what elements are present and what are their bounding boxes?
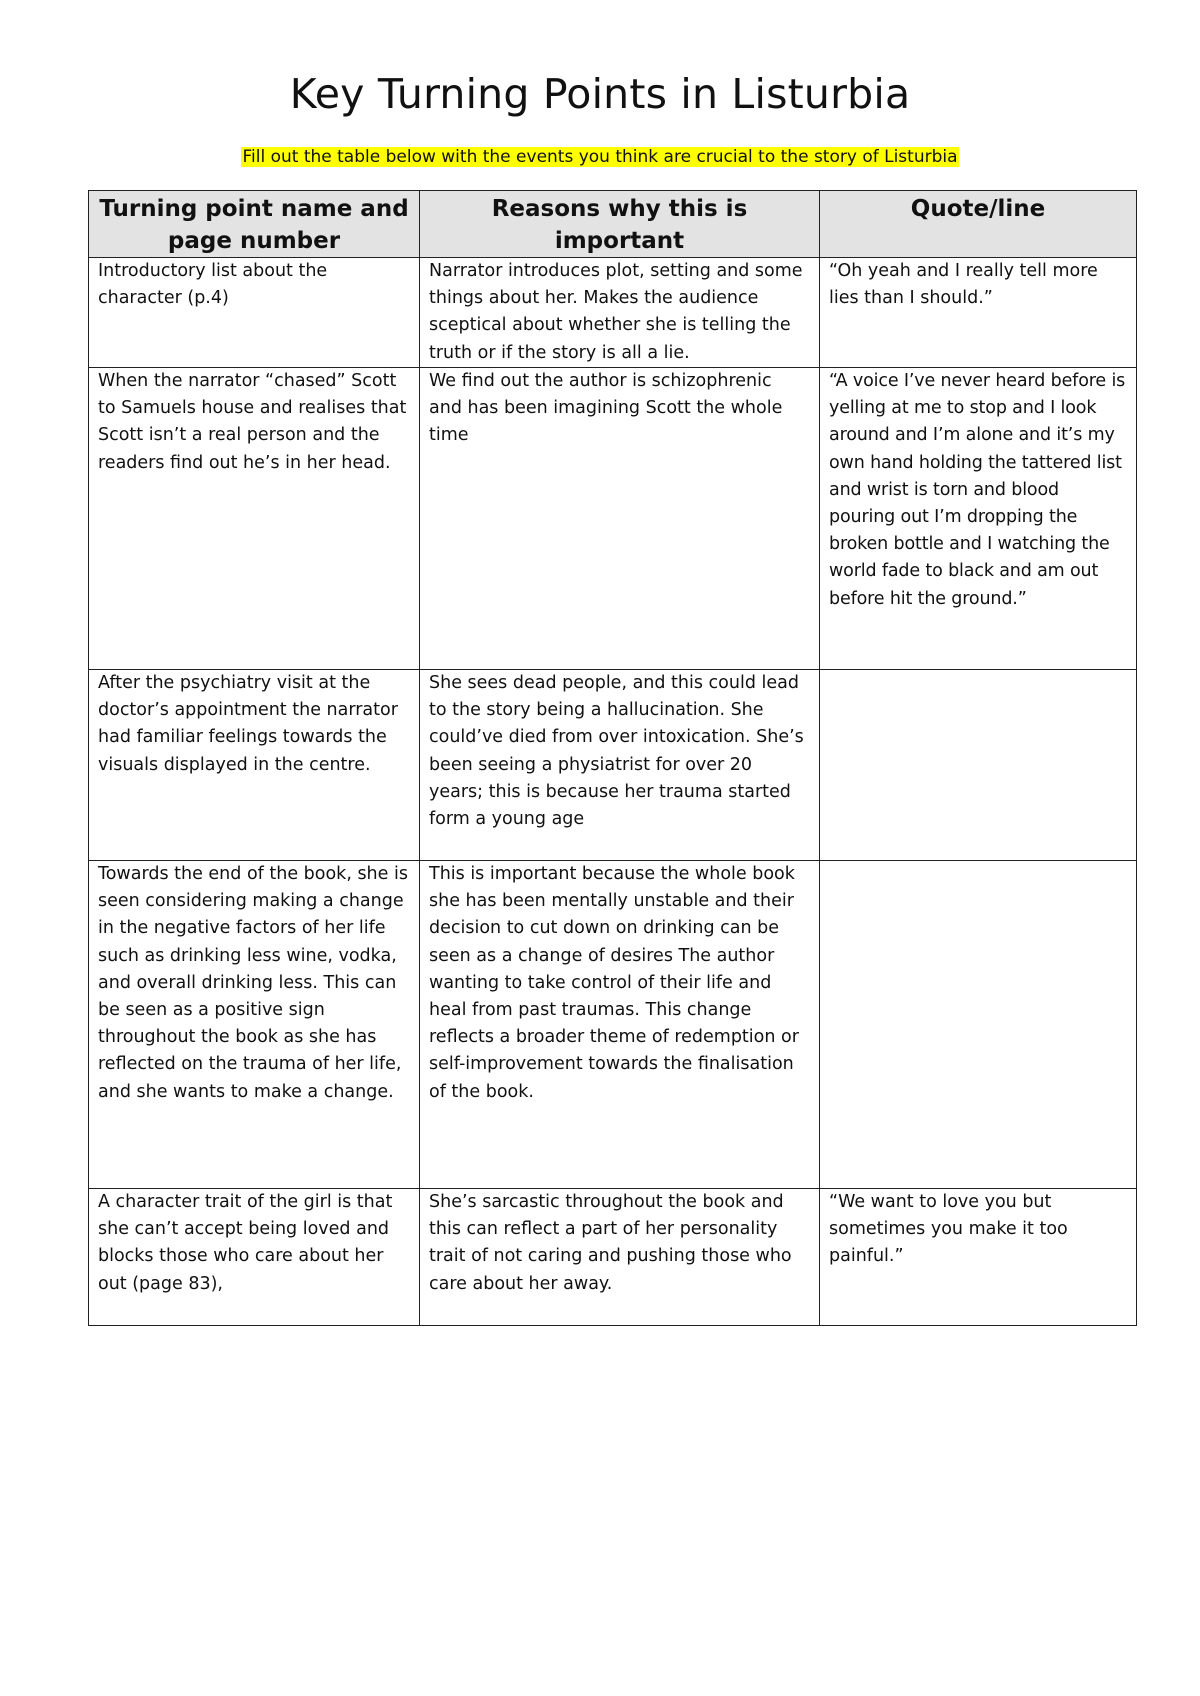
quote-cell: “We want to love you but sometimes you make it too painful.” — [820, 1189, 1137, 1326]
table-row — [89, 1189, 1137, 1326]
reason-cell: She sees dead people, and this could lead to the story being a hallucination. She could’ve died from over intoxication. She’s been seeing a physiatrist for over 20 years; this is because her trauma started form a young age — [420, 670, 820, 861]
quote-cell: “Oh yeah and I really tell more lies than I should.” — [820, 258, 1137, 368]
reason-cell: She’s sarcastic throughout the book and this can reflect a part of her personality trait of not caring and pushing those who care about her away. — [420, 1189, 820, 1326]
reason-cell: This is important because the whole book she has been mentally unstable and their decision to cut down on drinking can be seen as a change of desires The author wanting to take control of their life and heal from past traumas. This change reflects a broader theme of redemption or self-improvement towards the finalisation of the book. — [420, 861, 820, 1189]
table-header-row — [89, 191, 1137, 258]
instruction-text: Fill out the table below with the events you think are crucial to the story of Listurbia — [242, 147, 958, 167]
table-row — [89, 258, 1137, 368]
header-quote: Quote/line — [820, 191, 1137, 258]
turning-point-cell: A character trait of the girl is that she can’t accept being loved and blocks those who care about her out (page 83), — [89, 1189, 420, 1326]
reason-cell: Narrator introduces plot, setting and some things about her. Makes the audience sceptical about whether she is telling the truth or if the story is all a lie. — [420, 258, 820, 368]
quote-cell — [820, 861, 1137, 1189]
header-turning-point: Turning point name and page number — [89, 191, 420, 258]
instruction-line — [0, 146, 1200, 168]
quote-cell: “A voice I’ve never heard before is yelling at me to stop and I look around and I’m alone and it’s my own hand holding the tattered list and wrist is torn and blood pouring out I’m dropping the broken bottle and I watching the world fade to black and am out before hit the ground.” — [820, 368, 1137, 670]
turning-point-cell: After the psychiatry visit at the doctor’s appointment the narrator had familiar feelings towards the visuals displayed in the centre. — [89, 670, 420, 861]
reason-cell: We find out the author is schizophrenic and has been imagining Scott the whole time — [420, 368, 820, 670]
turning-point-cell: Towards the end of the book, she is seen considering making a change in the negative factors of her life such as drinking less wine, vodka, and overall drinking less. This can be seen as a positive sign throughout the book as she has reflected on the trauma of her life, and she wants to make a change. — [89, 861, 420, 1189]
header-reasons: Reasons why this is important — [420, 191, 820, 258]
turning-point-cell: Introductory list about the character (p.4) — [89, 258, 420, 368]
table-row — [89, 861, 1137, 1189]
quote-cell — [820, 670, 1137, 861]
table-row — [89, 670, 1137, 861]
page-title: Key Turning Points in Listurbia — [289, 70, 911, 118]
turning-point-cell: When the narrator “chased” Scott to Samuels house and realises that Scott isn’t a real person and the readers find out he’s in her head. — [89, 368, 420, 670]
turning-points-table — [88, 190, 1137, 1326]
table-row — [89, 368, 1137, 670]
